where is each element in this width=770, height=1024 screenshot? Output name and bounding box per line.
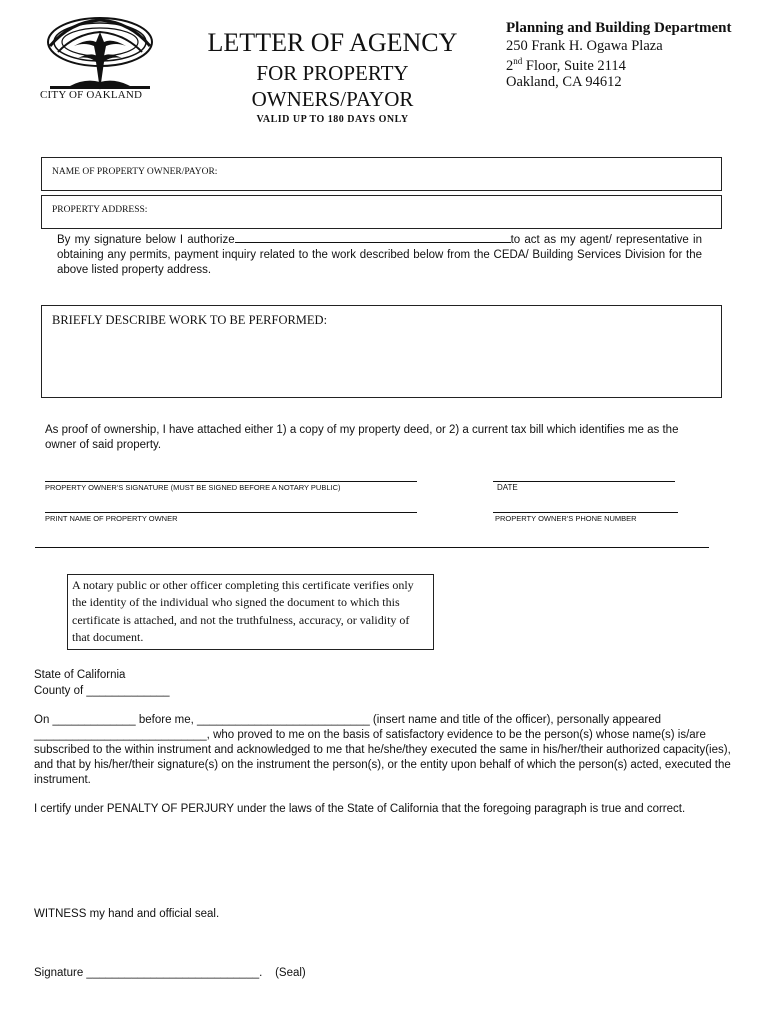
- notary-signature-line: Signature ___________________________. (Seal): [34, 967, 306, 979]
- phone-line[interactable]: [493, 512, 678, 513]
- phone-label: PROPERTY OWNER'S PHONE NUMBER: [495, 514, 637, 523]
- logo-text: CITY OF OAKLAND: [40, 89, 143, 101]
- property-address-field[interactable]: [41, 195, 722, 229]
- print-name-line[interactable]: [45, 512, 417, 513]
- work-description-field[interactable]: [41, 305, 722, 398]
- proof-of-ownership-text: As proof of ownership, I have attached either 1) a copy of my property deed, or 2) a current tax bill which identifies me as the owner of said property.: [45, 424, 679, 451]
- section-divider: [35, 547, 709, 548]
- work-description-label: BRIEFLY DESCRIBE WORK TO BE PERFORMED:: [52, 313, 328, 327]
- address-line-2: [506, 56, 626, 75]
- owner-signature-line[interactable]: [45, 481, 417, 482]
- address-line-1: 250 Frank H. Ogawa Plaza: [506, 38, 663, 54]
- owner-name-label: NAME OF PROPERTY OWNER/PAYOR:: [52, 167, 218, 177]
- perjury-certification: I certify under PENALTY OF PERJURY under the laws of the State of California that the foregoing paragraph is true and correct.: [34, 803, 686, 815]
- oak-tree-icon: [30, 12, 170, 92]
- owner-name-field[interactable]: [41, 157, 722, 191]
- form-title: LETTER OF AGENCY: [207, 28, 458, 57]
- validity-notice: VALID UP TO 180 DAYS ONLY: [256, 114, 409, 125]
- floor-rest: Floor, Suite 2114: [522, 57, 626, 74]
- authorization-statement: [57, 231, 702, 278]
- notary-notice-box: A notary public or other officer completing this certificate verifies only the identity of the individual who signed the document to which this certificate is attached, and not the truthfulness, accuracy, or validity of that document.: [67, 574, 434, 650]
- date-label: DATE: [497, 483, 518, 492]
- authorization-suffix: to act as my agent/ representative in obtaining any permits, payment inquiry related to the work described below from the CEDA/ Building Services Division for the above listed property address.: [57, 234, 702, 276]
- witness-statement: WITNESS my hand and official seal.: [34, 908, 220, 920]
- notary-acknowledgment-paragraph: On _____________ before me, ___________________________ (insert name and title of the officer), personally appeared ___________________________, who proved to me on the basis of satisfactory evidence to be the person(s) whose name(s) is/are subscribed to the within instrument and acknowledged to me that he/she/they executed the same in his/her/their authorized capacity(ies), and that by his/her/their signature(s) on the instrument the person(s), or the entity upon behalf of which the person(s) acted, executed the instrument.: [34, 714, 731, 786]
- date-line[interactable]: [493, 481, 675, 482]
- print-name-label: PRINT NAME OF PROPERTY OWNER: [45, 514, 178, 523]
- department-name: Planning and Building Department: [506, 20, 732, 36]
- notary-county: County of _____________: [34, 685, 170, 697]
- owner-signature-label: PROPERTY OWNER'S SIGNATURE (MUST BE SIGNED BEFORE A NOTARY PUBLIC): [45, 483, 341, 492]
- property-address-label: PROPERTY ADDRESS:: [52, 205, 148, 215]
- notary-state: State of California: [34, 669, 126, 681]
- agent-name-blank[interactable]: [235, 231, 511, 243]
- floor-suffix: nd: [513, 56, 523, 66]
- authorization-prefix: By my signature below I authorize: [57, 234, 235, 246]
- floor-number: 2: [506, 57, 514, 74]
- form-subtitle-line2: OWNERS/PAYOR: [251, 87, 414, 111]
- address-line-3: Oakland, CA 94612: [506, 74, 622, 90]
- form-subtitle-line1: FOR PROPERTY: [256, 61, 409, 85]
